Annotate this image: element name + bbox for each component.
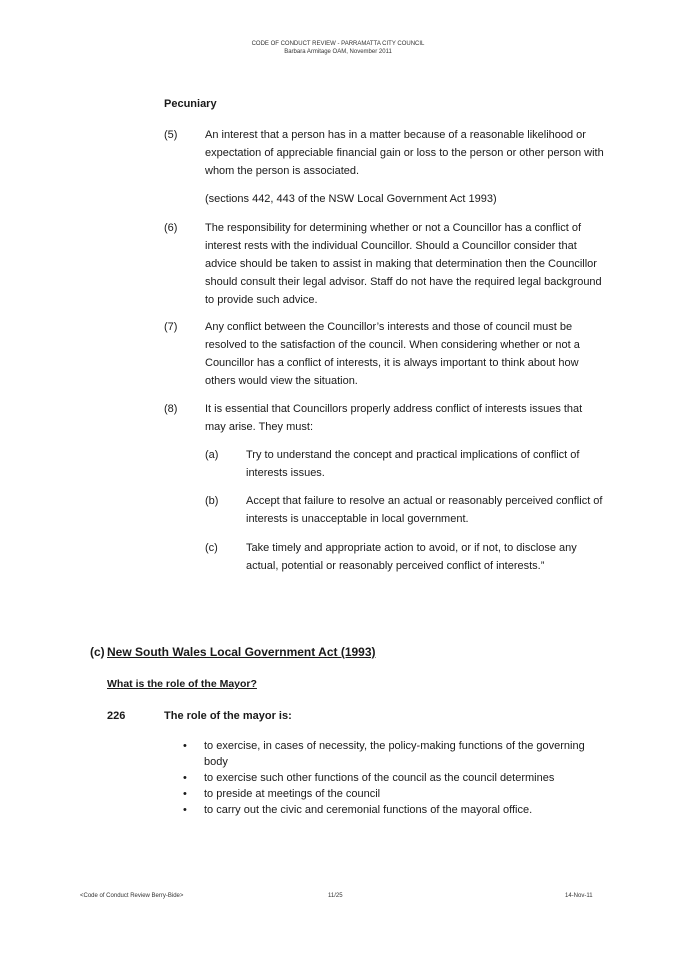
list-item-text: to carry out the civic and ceremonial functions of the mayoral office. [204, 804, 533, 816]
sub-item-text: Take timely and appropriate action to avoid, or if not, to disclose any actual, potential or reasonably perceived conflict of interests.” [246, 542, 577, 572]
sub-item-number: (c) [205, 542, 218, 554]
list-item [183, 802, 603, 818]
sub-item-number: (a) [205, 449, 219, 461]
section-title: New South Wales Local Government Act (1993) [107, 645, 376, 659]
pecuniary-heading: Pecuniary [164, 98, 217, 110]
paragraph-number: (7) [164, 321, 178, 333]
footer-document-label: <Code of Conduct Review Berry-Bide> [80, 893, 184, 899]
list-item-text: to exercise such other functions of the council as the council determines [204, 772, 555, 784]
sub-item-text: Accept that failure to resolve an actual or reasonably perceived conflict of interests is unacceptable in local government. [246, 495, 603, 525]
header-title: CODE OF CONDUCT REVIEW - PARRAMATTA CITY COUNCIL [251, 41, 425, 47]
citation-text: (sections 442, 443 of the NSW Local Government Act 1993) [205, 193, 497, 205]
page-header [0, 40, 676, 56]
mayor-role-list [183, 738, 603, 818]
paragraph-text: An interest that a person has in a matter because of a reasonable likelihood or expectation of appreciable financial gain or loss to the person or other person with whom the person is associated. [205, 129, 604, 177]
list-item [183, 738, 603, 770]
paragraph-text: The responsibility for determining whether or not a Councillor has a conflict of interest rests with the individual Councillor. Should a Councillor consider that advice should be taken to assist in making that determination then the Councillor should consult their legal advisor. Staff do not have the required legal background to provide such advice. [205, 222, 602, 306]
sub-item-number: (b) [205, 495, 219, 507]
paragraph-number: (6) [164, 222, 178, 234]
bullet-icon: • [183, 788, 187, 800]
section-number: 226 [107, 710, 126, 722]
list-item-text: to preside at meetings of the council [204, 788, 381, 800]
bullet-icon: • [183, 740, 187, 752]
paragraph-number: (5) [164, 129, 178, 141]
bullet-icon: • [183, 804, 187, 816]
bullet-icon: • [183, 772, 187, 784]
mayor-role-heading: What is the role of the Mayor? [107, 678, 257, 690]
section-letter: (c) [90, 645, 105, 659]
section-title: The role of the mayor is: [164, 710, 292, 722]
paragraph-text: Any conflict between the Councillor’s interests and those of council must be resolved to the satisfaction of the council. When considering whether or not a Councillor has a conflict of interests, it is always important to think about how others would view the situation. [205, 321, 580, 387]
footer-date: 14-Nov-11 [565, 893, 593, 899]
paragraph-text: It is essential that Councillors properly address conflict of interests issues that may arise. They must: [205, 403, 583, 433]
header-author: Barbara Armitage OAM, November 2011 [284, 49, 392, 55]
list-item [183, 786, 603, 802]
sub-item-text: Try to understand the concept and practical implications of conflict of interests issues. [246, 449, 580, 479]
paragraph-number: (8) [164, 403, 178, 415]
list-item [183, 770, 603, 786]
footer-page-number: 11/25 [328, 893, 343, 899]
list-item-text: to exercise, in cases of necessity, the policy-making functions of the governing body [204, 740, 585, 768]
section-heading-c [90, 645, 376, 659]
